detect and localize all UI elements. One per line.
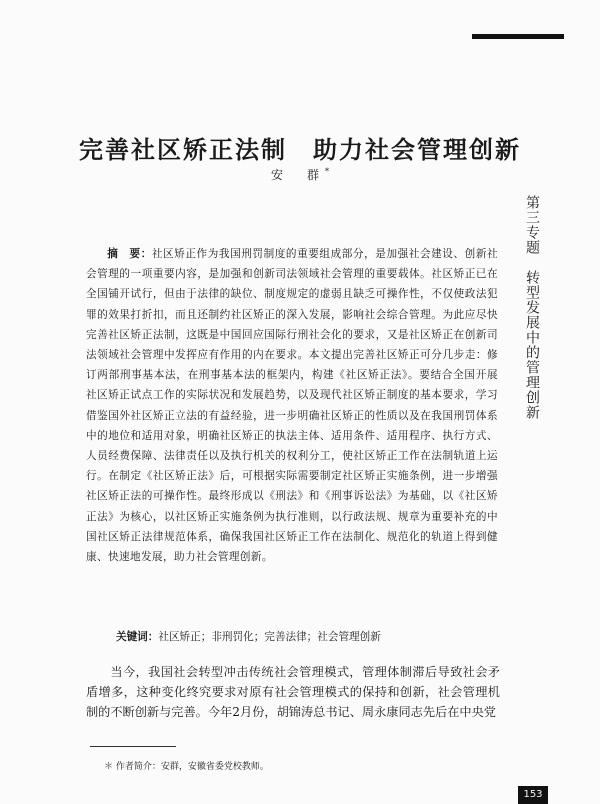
author-line [0,166,600,183]
author-name: 安 群 [270,168,325,182]
abstract [86,244,498,567]
footnote-rule [90,746,176,747]
abstract-label: 摘 要： [107,248,152,260]
footnote: ＊ 作者简介：安群，安徽省委党校教师。 [104,762,269,772]
keywords-label: 关键词： [116,631,159,643]
section-side-label: 第三专题 转型发展中的管理创新 [524,195,540,420]
article-title: 完善社区矫正法制 助力社会管理创新 [79,135,521,164]
page-number: 153 [518,786,548,804]
header-rule [472,34,564,39]
keywords-text: 社区矫正；非刑罚化；完善法律；社会管理创新 [158,631,381,643]
abstract-text: 社区矫正作为我国刑罚制度的重要组成部分，是加强社会建设、创新社会管理的一项重要内容，是加强和创新司法领域社会管理的重要载体。社区矫正已在全国铺开试行，但由于法律的缺位、制度规定的虚弱且缺乏可操作性，不仅使政法犯罪的效果打折扣，而且还制约社区矫正的深入发展，影响社会综合管理。为此应尽快完善社区矫正法制，这既是中国回应国际行刑社会化的要求，又是社区矫正在创新司法领域社会管理中发挥应有作用的内在要求。本文提出完善社区矫正可分几步走：修订两部刑事基本法，在刑事基本法的框架内，构建《社区矫正法》。要结合全国开展社区矫正试点工作的实际状况和发展趋势，以及现代社区矫正制度的基本要求，学习借鉴国外社区矫正立法的有益经验，进一步明确社区矫正的性质以及在我国刑罚体系中的地位和适用对象，明确社区矫正的执法主体、适用条件、适用程序、执行方式、人员经费保障、法律责任以及执行机关的权利分工，使社区矫正工作在法制轨道上运行。在制定《社区矫正法》后，可根据实际需要制定社区矫正实施条例，进一步增强社区矫正法的可操作性。最终形成以《刑法》和《刑事诉讼法》为基础，以《社区矫正法》为核心，以社区矫正实施条例为执行准则，以行政法规、规章为重要补充的中国社区矫正法律规范体系，确保我国社区矫正工作在法制化、规范化的轨道上得到健康、快速地发展，助力社会管理创新。 [86,248,498,564]
body-paragraph: 当今，我国社会转型冲击传统社会管理模式，管理体制滞后导致社会矛盾增多，这种变化终究要求对原有社会管理模式的保持和创新，社会管理机制的不断创新与完善。今年2月份，胡锦涛总书记、周永康同志先后在中央党 [86,665,500,719]
keywords [116,628,498,646]
author-footnote-mark: * [325,167,329,176]
